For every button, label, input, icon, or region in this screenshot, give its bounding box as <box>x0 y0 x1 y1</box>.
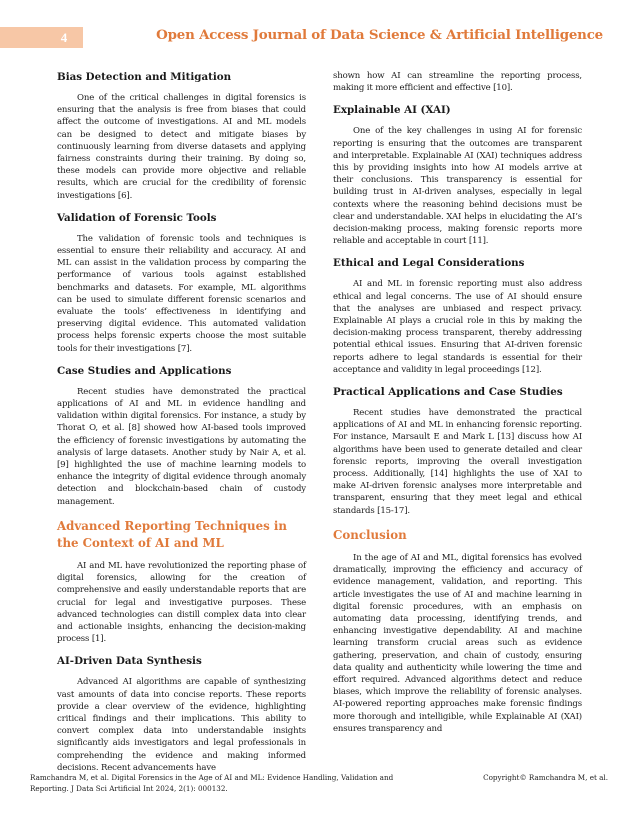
major-section-heading: Advanced Reporting Techniques in the Context of AI and ML <box>57 518 287 550</box>
section-heading: Case Studies and Applications <box>57 364 232 377</box>
footer-citation: Ramchandra M, et al. Digital Forensics in the Age of AI and ML: Evidence Handling, Validation and Reporting. J Data Sci Artificial Int 2024, 2(1): 000132. <box>30 773 394 793</box>
section-heading: Ethical and Legal Considerations <box>333 257 525 270</box>
journal-title: Open Access Journal of Data Science & Artificial Intelligence <box>156 27 603 43</box>
paragraph: shown how AI can streamline the reporting process, making it more efficient and effective [10]. <box>333 71 582 94</box>
section-heading: Practical Applications and Case Studies <box>333 386 563 399</box>
section-heading: Bias Detection and Mitigation <box>57 71 232 83</box>
left-column <box>57 70 306 774</box>
paragraph: One of the key challenges in using AI for forensic reporting is ensuring that the outcomes are transparent and interpretable. Explainable AI (XAI) techniques address this by providing insights into how AI models arrive at their conclusions. This transparency is essential for building trust in AI-driven analyses, especially in legal contexts where the reasoning behind decisions must be clear and understandable. XAI helps in elucidating the AI’s decision-making process, making forensic reports more reliable and acceptable in court [11]. <box>333 126 582 247</box>
page-number: 4 <box>60 30 68 45</box>
section-heading: Explainable AI (XAI) <box>333 104 451 117</box>
paragraph: Advanced AI algorithms are capable of synthesizing vast amounts of data into concise reports. These reports provide a clear overview of the evidence, highlighting critical findings and their implications. This ability to convert complex data into understandable insights significantly aids investigators and legal professionals in comprehending the evidence and making informed decisions. Recent advancements have <box>57 677 306 773</box>
section-heading: AI-Driven Data Synthesis <box>57 655 202 668</box>
right-column <box>333 70 582 735</box>
section-heading: Validation of Forensic Tools <box>57 211 217 224</box>
paragraph: One of the critical challenges in digital forensics is ensuring that the analysis is free from biases that could affect the outcome of investigations. AI and ML models can be designed to detect and mitigate biases by continuously learning from diverse datasets and applying fairness constraints during their training. By doing so, these models can provide more objective and reliable results, which are crucial for the credibility of forensic investigations [6]. <box>57 93 306 201</box>
paragraph: Recent studies have demonstrated the practical applications of AI and ML in evidence handling and validation within digital forensics. For instance, a study by Thorat O, et al. [8] showed how AI-based tools improved the efficiency of forensic investigations by automating the analysis of large datasets. Another study by Nair A, et al. [9] highlighted the use of machine learning models to enhance the integrity of digital evidence through anomaly detection and blockchain-based chain of custody management. <box>57 386 306 507</box>
paragraph: The validation of forensic tools and techniques is essential to ensure their reliability and accuracy. AI and ML can assist in the validation process by comparing the performance of various tools against established benchmarks and datasets. For example, ML algorithms can be used to simulate different forensic scenarios and evaluate the tools’ effectiveness in identifying and preserving digital evidence. This automated validation process helps forensic experts choose the most suitable tools for their investigations [7]. <box>57 233 306 354</box>
paragraph: AI and ML in forensic reporting must also address ethical and legal concerns. The use of AI should ensure that the analyses are unbiased and respect privacy. Explainable AI plays a crucial role in this by making the decision-making process transparent, thereby addressing potential ethical issues. Ensuring that AI-driven forensic reports adhere to legal standards is essential for their acceptance and validity in legal proceedings [12]. <box>333 279 582 375</box>
paragraph: Recent studies have demonstrated the practical applications of AI and ML in enhancing forensic reporting. For instance, Marsault E and Mark L [13] discuss how AI algorithms have been used to generate detailed and clear forensic reports, improving the overall investigation process. Additionally, [14] highlights the use of XAI to make AI-driven forensic analyses more interpretable and transparent, ensuring that they meet legal and ethical standards [15-17]. <box>333 408 582 516</box>
paragraph: AI and ML have revolutionized the reporting phase of digital forensics, allowing for the creation of comprehensive and easily understandable reports that are crucial for legal and investigative purposes. These advanced technologies can distill complex data into clear and actionable insights, enhancing the decision-making process [1]. <box>57 560 306 645</box>
footer-copyright: Copyright© Ramchandra M, et al. <box>483 773 608 782</box>
paragraph: In the age of AI and ML, digital forensics has evolved dramatically, improving the efficiency and accuracy of evidence management, validation, and reporting. This article investigates the use of AI and machine learning in digital forensic procedures, with an emphasis on automating data processing, identifying trends, and enhancing investigative dependability. AI and machine learning transform crucial areas such as evidence gathering, preservation, and chain of custody, ensuring data quality and authenticity while lowering the time and effort required. Advanced algorithms detect and reduce biases, which improve the reliability of forensic analyses. AI-powered reporting approaches make forensic findings more thorough and intelligible, while Explainable AI (XAI) ensures transparency and <box>333 552 582 734</box>
major-section-heading: Conclusion <box>333 527 407 542</box>
